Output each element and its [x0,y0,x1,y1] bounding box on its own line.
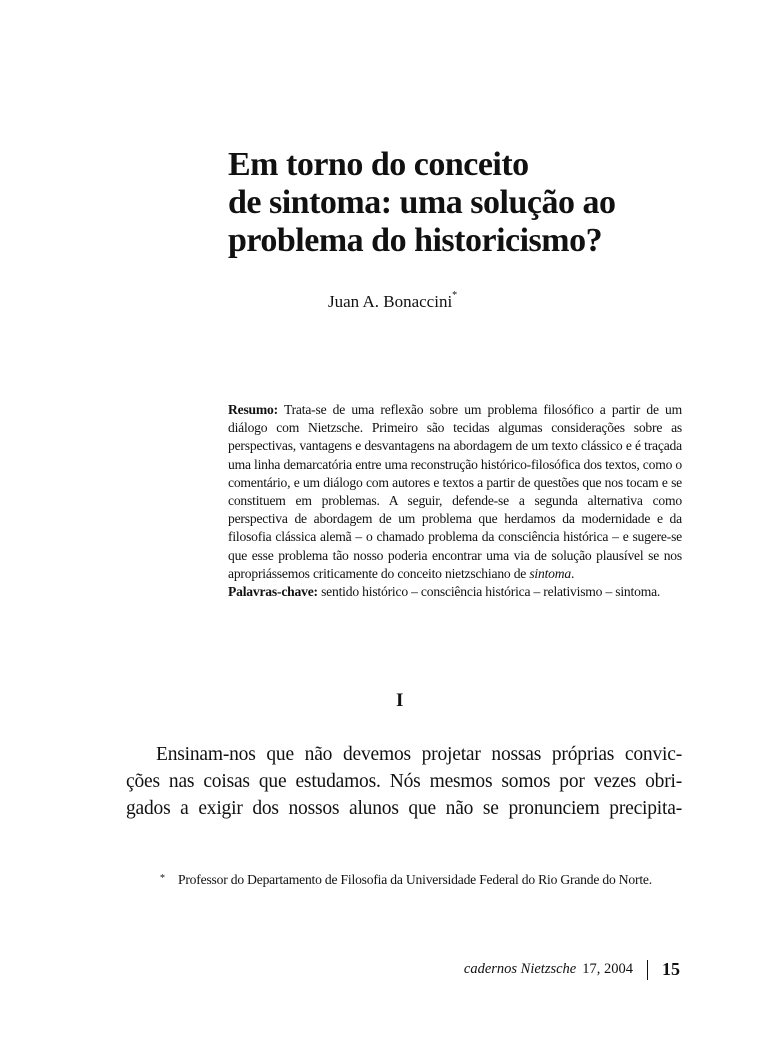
footer-divider [647,960,648,980]
abstract [228,401,682,601]
abstract-label: Resumo: [228,402,278,417]
running-footer [464,959,680,980]
journal-issue: 17, 2004 [582,961,633,977]
title-line-1: Em torno do conceito [228,146,529,183]
footnote-text: Professor do Departamento de Filosofia da Universidade Federal do Rio Grande do Norte. [178,872,652,887]
body-line-1: Ensinam-nos que não devemos projetar nossas próprias convic- [156,744,682,765]
title-line-3: problema do historicismo? [228,222,603,259]
page-number: 15 [662,959,680,979]
title-line-2: de sintoma: uma solução ao [228,184,616,221]
body-line-3: gados a exigir dos nossos alunos que não se pronunciem precipita- [126,798,682,819]
keywords-label: Palavras-chave: [228,584,318,600]
author-name: Juan A. Bonaccini [328,292,453,311]
abstract-italic-term: sintoma [529,565,571,581]
body-line-2: ções nas coisas que estudamos. Nós mesmos somos por vezes obri- [126,771,682,792]
author-byline [328,292,457,312]
journal-name: cadernos Nietzsche [463,961,577,977]
keywords-text: sentido histórico – consciência histórica – relativismo – sintoma. [317,584,661,600]
abstract-text-end: . [571,565,575,581]
article-title [228,146,698,260]
author-footnote-mark: * [452,290,458,301]
footnote-mark: * [160,873,165,884]
section-heading: I [396,690,404,711]
footnote [160,870,682,889]
body-paragraph [126,741,682,822]
abstract-text: Trata-se de uma reflexão sobre um problema filosófico a partir de um diálogo com Nietzsche. Primeiro são tecidas algumas considerações sobre as perspectivas, vantagens e desvantagens na abordagem de um texto clássico e é traçada uma linha demarcatória entre uma reconstrução histórico-filosófica dos textos, como o comentário, e um diálogo com autores e textos a partir de questões que nos tocam e se constituem em problemas. A seguir, defende-se a segunda alternativa como perspectiva de abordagem de um problema que herdamos da modernidade e da filosofia clássica alemã – o chamado problema da consciência histórica – e sugere-se que esse problema tão nosso poderia encontrar uma via de solução plausível se nos apropriássemos criticamente do conceito nietzschiano de [228,402,682,581]
